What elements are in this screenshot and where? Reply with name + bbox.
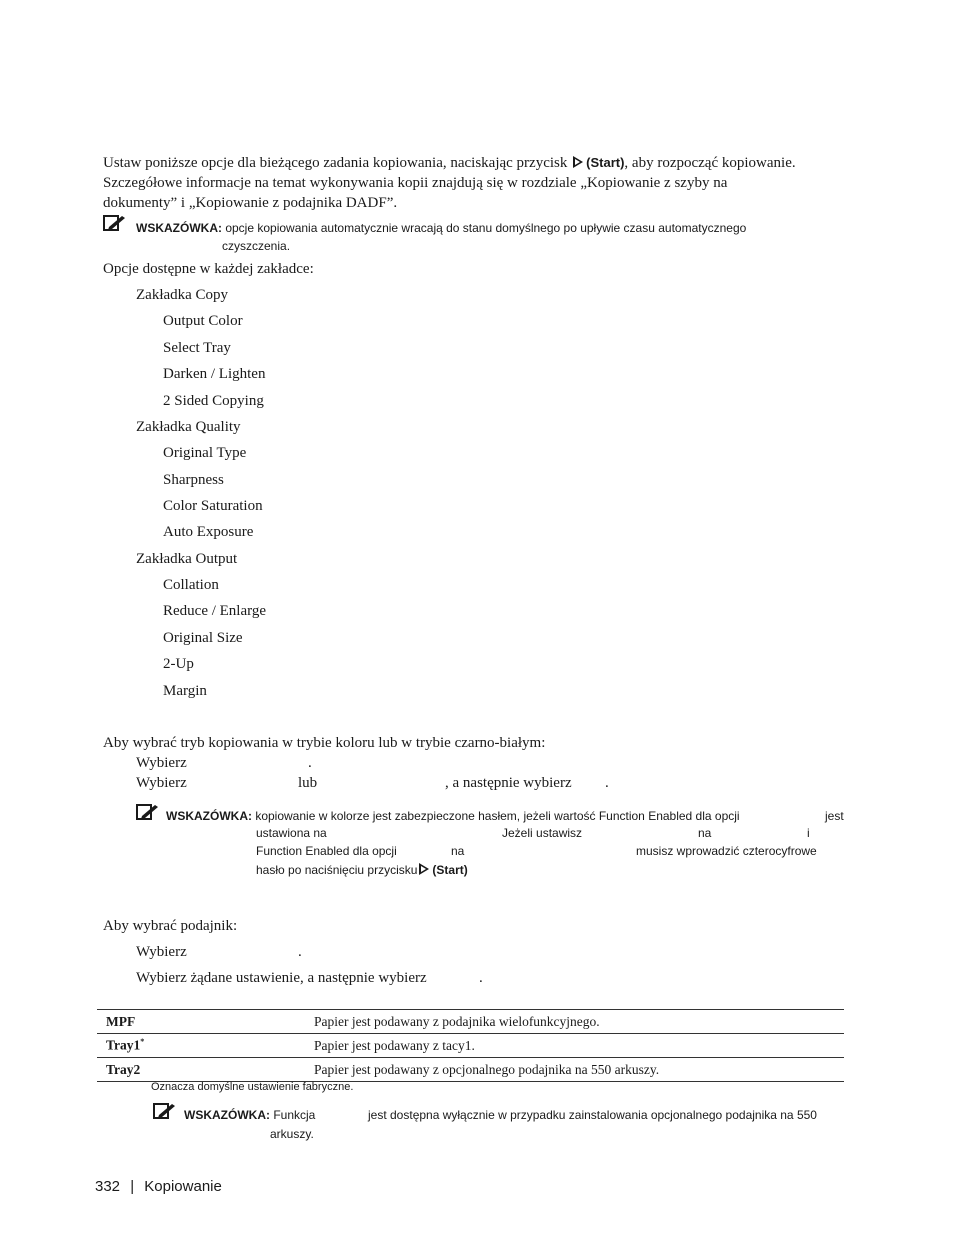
step-1-post: . [308,755,312,771]
list-item: Collation [163,577,219,593]
list-item: Sharpness [163,472,224,488]
note-pencil-icon [153,1103,175,1119]
footer-separator: | [130,1178,135,1195]
start-triangle-icon [573,156,583,168]
intro-line-1 [103,155,796,172]
list-item: Select Tray [163,340,231,356]
intro-text-end: , aby rozpocząć kopiowanie. [624,155,796,171]
tray-key-text: MPF [106,1013,136,1029]
tray-desc: Papier jest podawany z podajnika wielofunkcyjnego. [305,1010,844,1034]
tray-table [97,1009,844,1082]
step-2-mid: lub [298,775,318,791]
intro-text: Ustaw poniższe opcje dla bieżącego zadania kopiowania, naciskając przycisk [103,155,568,171]
step-2-end: . [605,775,609,791]
list-item: Auto Exposure [163,524,254,540]
note-2-text: i [807,826,810,840]
note-2-label: WSKAZÓWKA: [166,809,252,823]
tray-key [97,1010,305,1034]
page-number: 332 [95,1178,121,1195]
start-label: (Start) [432,863,468,877]
list-item: Margin [163,683,207,699]
default-marker: * [140,1037,145,1047]
list-item: Reduce / Enlarge [163,603,267,619]
output-color-intro: Aby wybrać tryb kopiowania w trybie koloru lub w trybie czarno-białym: [103,735,546,751]
page-footer [95,1178,222,1195]
start-label: (Start) [586,155,625,170]
intro-line-2: Szczegółowe informacje na temat wykonywania kopii znajdują się w rozdziale „Kopiowanie z szyby na [103,175,728,191]
tab-output: Zakładka Output [136,551,238,567]
note-1-line-2: czyszczenia. [222,239,291,253]
table-row [97,1010,844,1034]
note-2-text: kopiowanie w kolorze jest zabezpieczone hasłem, jeżeli wartość Function Enabled dla opcji [255,809,740,823]
tray-desc: Papier jest podawany z opcjonalnego podajnika na 550 arkuszy. [305,1058,844,1082]
note-3-text: Funkcja [273,1108,316,1122]
note-2-text: na [451,844,465,858]
list-item: Original Size [163,630,243,646]
note-3-line-2: arkuszy. [270,1127,314,1141]
step-2-pre: Wybierz [136,775,187,791]
tab-quality: Zakładka Quality [136,419,241,435]
note-2-text: hasło po naciśnięciu przycisku [256,863,418,877]
intro-line-3: dokumenty” i „Kopiowanie z podajnika DADF”. [103,195,398,211]
tab-copy: Zakładka Copy [136,287,229,303]
note-2-text: jest [825,809,844,823]
table-row [97,1034,844,1058]
note-1-line-1 [136,221,746,235]
step-2-post: , a następnie wybierz [445,775,572,791]
select-tray-intro: Aby wybrać podajnik: [103,918,238,934]
step-1-pre: Wybierz [136,755,187,771]
tray-desc: Papier jest podawany z tacy1. [305,1034,844,1058]
table-row [97,1058,844,1082]
tray-step-2-post: . [479,970,483,986]
tray-key [97,1034,305,1058]
tray-key-text: Tray1 [106,1037,141,1053]
note-2-text: ustawiona na [256,826,327,840]
footer-section: Kopiowanie [144,1178,222,1195]
note-pencil-icon [136,804,158,820]
note-2-line-4 [256,863,468,877]
note-2-text: Jeżeli ustawisz [502,826,583,840]
start-triangle-icon [419,863,429,875]
note-3-line-1 [184,1108,315,1122]
note-2-line-1 [166,809,740,823]
note-3-text: jest dostępna wyłącznie w przypadku zainstalowania opcjonalnego podajnika na 550 [368,1108,817,1122]
note-1-label: WSKAZÓWKA: [136,221,222,235]
tray-key [97,1058,305,1082]
list-item: 2 Sided Copying [163,393,264,409]
list-item: Original Type [163,445,247,461]
note-2-text: musisz wprowadzić czterocyfrowe [636,844,817,858]
note-pencil-icon [103,215,125,231]
list-item: Darken / Lighten [163,366,266,382]
table-footnote: Oznacza domyślne ustawienie fabryczne. [151,1081,354,1093]
list-item: Color Saturation [163,498,263,514]
list-item: Output Color [163,313,243,329]
tray-step-1-pre: Wybierz [136,944,187,960]
note-2-text: Function Enabled dla opcji [256,844,397,858]
tray-step-1-post: . [298,944,302,960]
options-heading: Opcje dostępne w każdej zakładce: [103,261,314,277]
note-3-label: WSKAZÓWKA: [184,1108,270,1122]
note-2-text: na [698,826,712,840]
note-1-text: opcje kopiowania automatycznie wracają do stanu domyślnego po upływie czasu automatycznego [225,221,747,235]
tray-step-2-pre: Wybierz żądane ustawienie, a następnie wybierz [136,970,427,986]
tray-key-text: Tray2 [106,1061,141,1077]
list-item: 2-Up [163,656,194,672]
